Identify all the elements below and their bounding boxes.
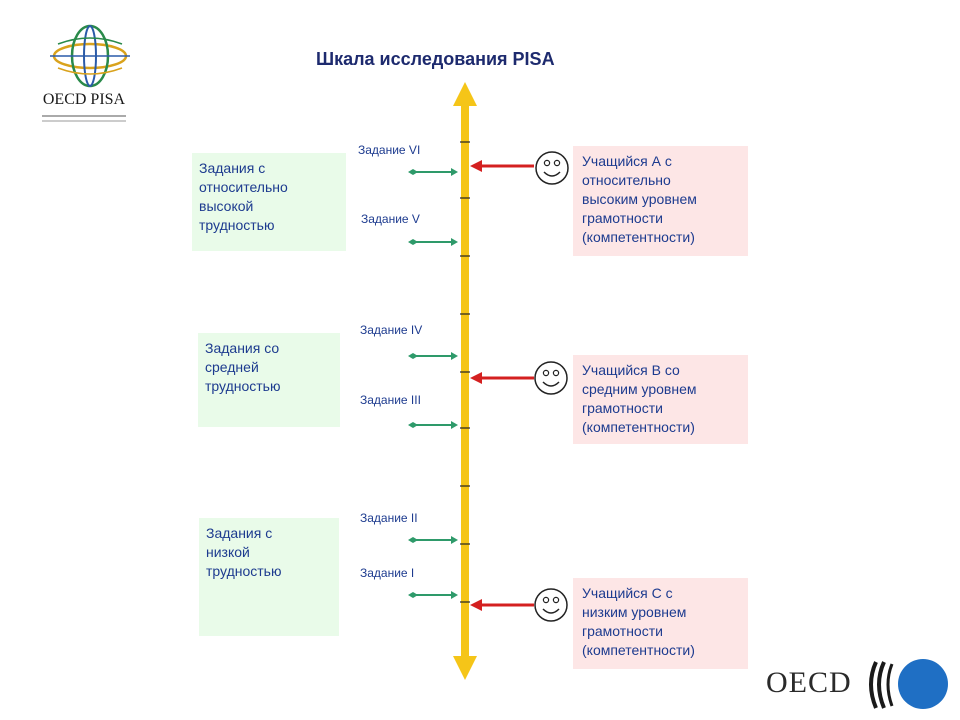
task-arrow-tail-3 [408, 422, 418, 428]
scale-arrow-up [453, 82, 477, 106]
logo-top-text: OECD PISA [42, 91, 126, 108]
oecd-globe-icon [898, 659, 948, 709]
oecd-logo-mark [760, 656, 955, 716]
task-label-2: Задание II [360, 511, 418, 525]
smiley-eye-right-c [553, 597, 558, 602]
difficulty-box-high: Задания с относительно высокой трудностью [192, 153, 346, 251]
smiley-eye-right-b [553, 370, 558, 375]
page-title: Шкала исследования PISA [316, 49, 555, 69]
task-arrow-head-3 [451, 421, 458, 429]
task-arrow-head-5 [451, 238, 458, 246]
student-box-b: Учащийся В со средним уровнем грамотности (компетентности) [573, 355, 748, 444]
task-arrow-tail-4 [408, 353, 418, 359]
student-arrow-head-c [470, 599, 482, 611]
student-box-a: Учащийся А с относительно высоким уровнем грамотности (компетентности) [573, 146, 748, 256]
task-label-6: Задание VI [358, 143, 421, 157]
task-label-5: Задание V [361, 212, 420, 226]
student-arrow-head-b [470, 372, 482, 384]
smiley-eye-left-b [543, 370, 548, 375]
task-arrow-head-4 [451, 352, 458, 360]
difficulty-box-low: Задания с низкой трудностью [199, 518, 339, 636]
smiley-eye-left-c [543, 597, 548, 602]
task-arrow-tail-2 [408, 537, 418, 543]
scale-arrow-down [453, 656, 477, 680]
task-arrow-tail-5 [408, 239, 418, 245]
student-arrow-head-a [470, 160, 482, 172]
task-arrow-tail-6 [408, 169, 418, 175]
difficulty-box-medium: Задания со средней трудностью [198, 333, 340, 427]
scale-bar [461, 100, 469, 662]
task-label-4: Задание IV [360, 323, 423, 337]
smiley-eye-right-a [554, 160, 559, 165]
task-arrow-head-1 [451, 591, 458, 599]
task-label-3: Задание III [360, 393, 421, 407]
smiley-icon-a [536, 152, 568, 184]
student-box-c: Учащийся С с низким уровнем грамотности (компетентности) [573, 578, 748, 669]
task-arrow-tail-1 [408, 592, 418, 598]
task-arrow-head-6 [451, 168, 458, 176]
oecd-logo-text: OECD [766, 666, 852, 699]
smiley-icon-c [535, 589, 567, 621]
smiley-icon-b [535, 362, 567, 394]
smiley-eye-left-a [544, 160, 549, 165]
task-label-1: Задание I [360, 566, 415, 580]
task-arrow-head-2 [451, 536, 458, 544]
